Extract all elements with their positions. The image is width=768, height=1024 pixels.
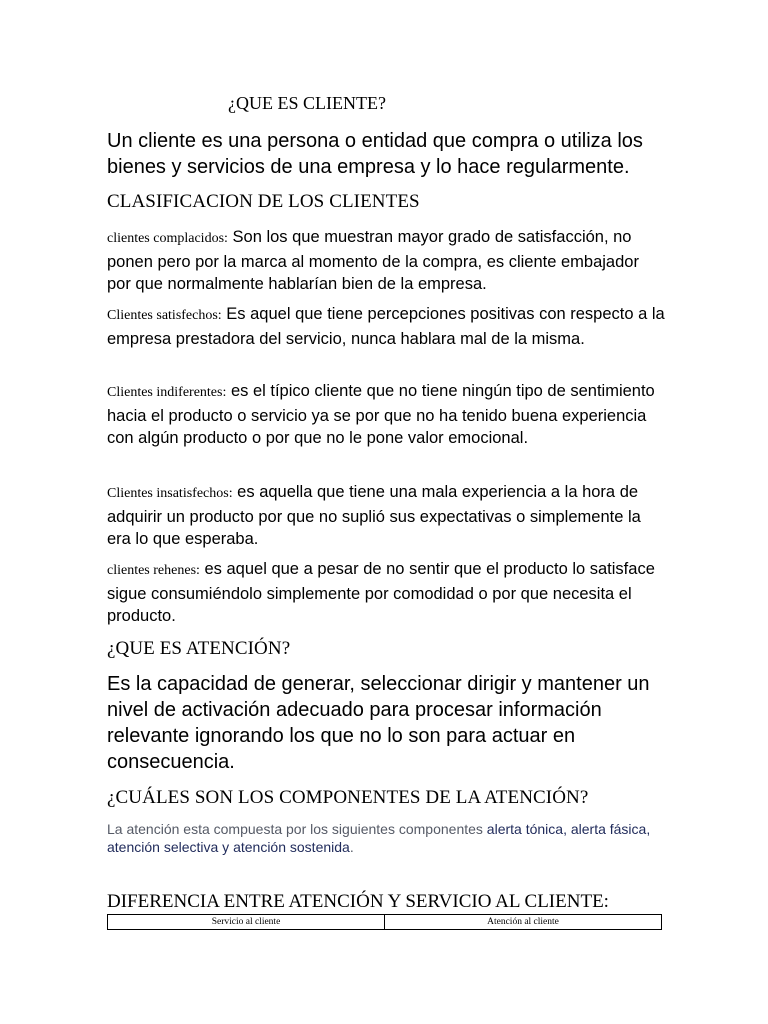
client-type-text: es el típico cliente que no tiene ningún tipo de sentimiento hacia el producto o servicio ya se por que no ha tenido buena experiencia con algún producto o por que no le pone valor emocional. xyxy=(107,382,655,447)
client-type-paragraph xyxy=(107,558,667,628)
components-end: . xyxy=(349,839,354,855)
client-type-text: es aquel que a pesar de no sentir que el producto lo satisface sigue consumiéndolo simplemente por comodidad o por que necesita el producto. xyxy=(107,560,655,625)
client-type-label: Clientes insatisfechos: xyxy=(107,486,233,501)
classification-heading: CLASIFICACION DE LOS CLIENTES xyxy=(107,191,420,212)
client-type-paragraph xyxy=(107,481,667,551)
client-type-label: clientes complacidos: xyxy=(107,231,228,246)
client-type-label: Clientes indiferentes: xyxy=(107,385,227,400)
components-paragraph xyxy=(107,820,667,856)
client-type-paragraph xyxy=(107,380,667,450)
attention-heading: ¿QUE ES ATENCIÓN? xyxy=(107,638,291,659)
components-intro: La atención esta compuesta por los siguientes componentes xyxy=(107,821,487,837)
client-type-text: es aquella que tiene una mala experiencia a la hora de adquirir un producto por que no suplió sus expectativas o simplemente la era lo que esperaba. xyxy=(107,483,641,548)
difference-heading: DIFERENCIA ENTRE ATENCIÓN Y SERVICIO AL CLIENTE: xyxy=(107,891,609,912)
client-type-paragraph xyxy=(107,226,667,296)
client-type-label: Clientes satisfechos: xyxy=(107,308,222,323)
table-header-cell: Servicio al cliente xyxy=(108,915,385,930)
page-title: ¿QUE ES CLIENTE? xyxy=(228,93,386,113)
client-type-text: Es aquel que tiene percepciones positivas con respecto a la empresa prestadora del servicio, nunca hablara mal de la misma. xyxy=(107,305,665,348)
client-type-label: clientes rehenes: xyxy=(107,563,200,578)
table-header-row xyxy=(108,915,662,930)
intro-paragraph: Un cliente es una persona o entidad que compra o utiliza los bienes y servicios de una empresa y lo hace regularmente. xyxy=(107,130,643,178)
client-type-text: Son los que muestran mayor grado de satisfacción, no ponen pero por la marca al momento de la compra, es cliente embajador por que normalmente hablarían bien de la empresa. xyxy=(107,228,639,293)
components-heading: ¿CUÁLES SON LOS COMPONENTES DE LA ATENCIÓN? xyxy=(107,787,589,808)
table-header-cell: Atención al cliente xyxy=(385,915,662,930)
difference-table xyxy=(107,914,662,930)
client-type-paragraph xyxy=(107,303,667,350)
attention-paragraph: Es la capacidad de generar, seleccionar dirigir y mantener un nivel de activación adecuado para procesar información relevante ignorando los que no lo son para actuar en consecuencia. xyxy=(107,673,650,773)
components-list: alerta tónica, alerta fásica, atención selectiva y atención sostenida xyxy=(107,821,651,855)
